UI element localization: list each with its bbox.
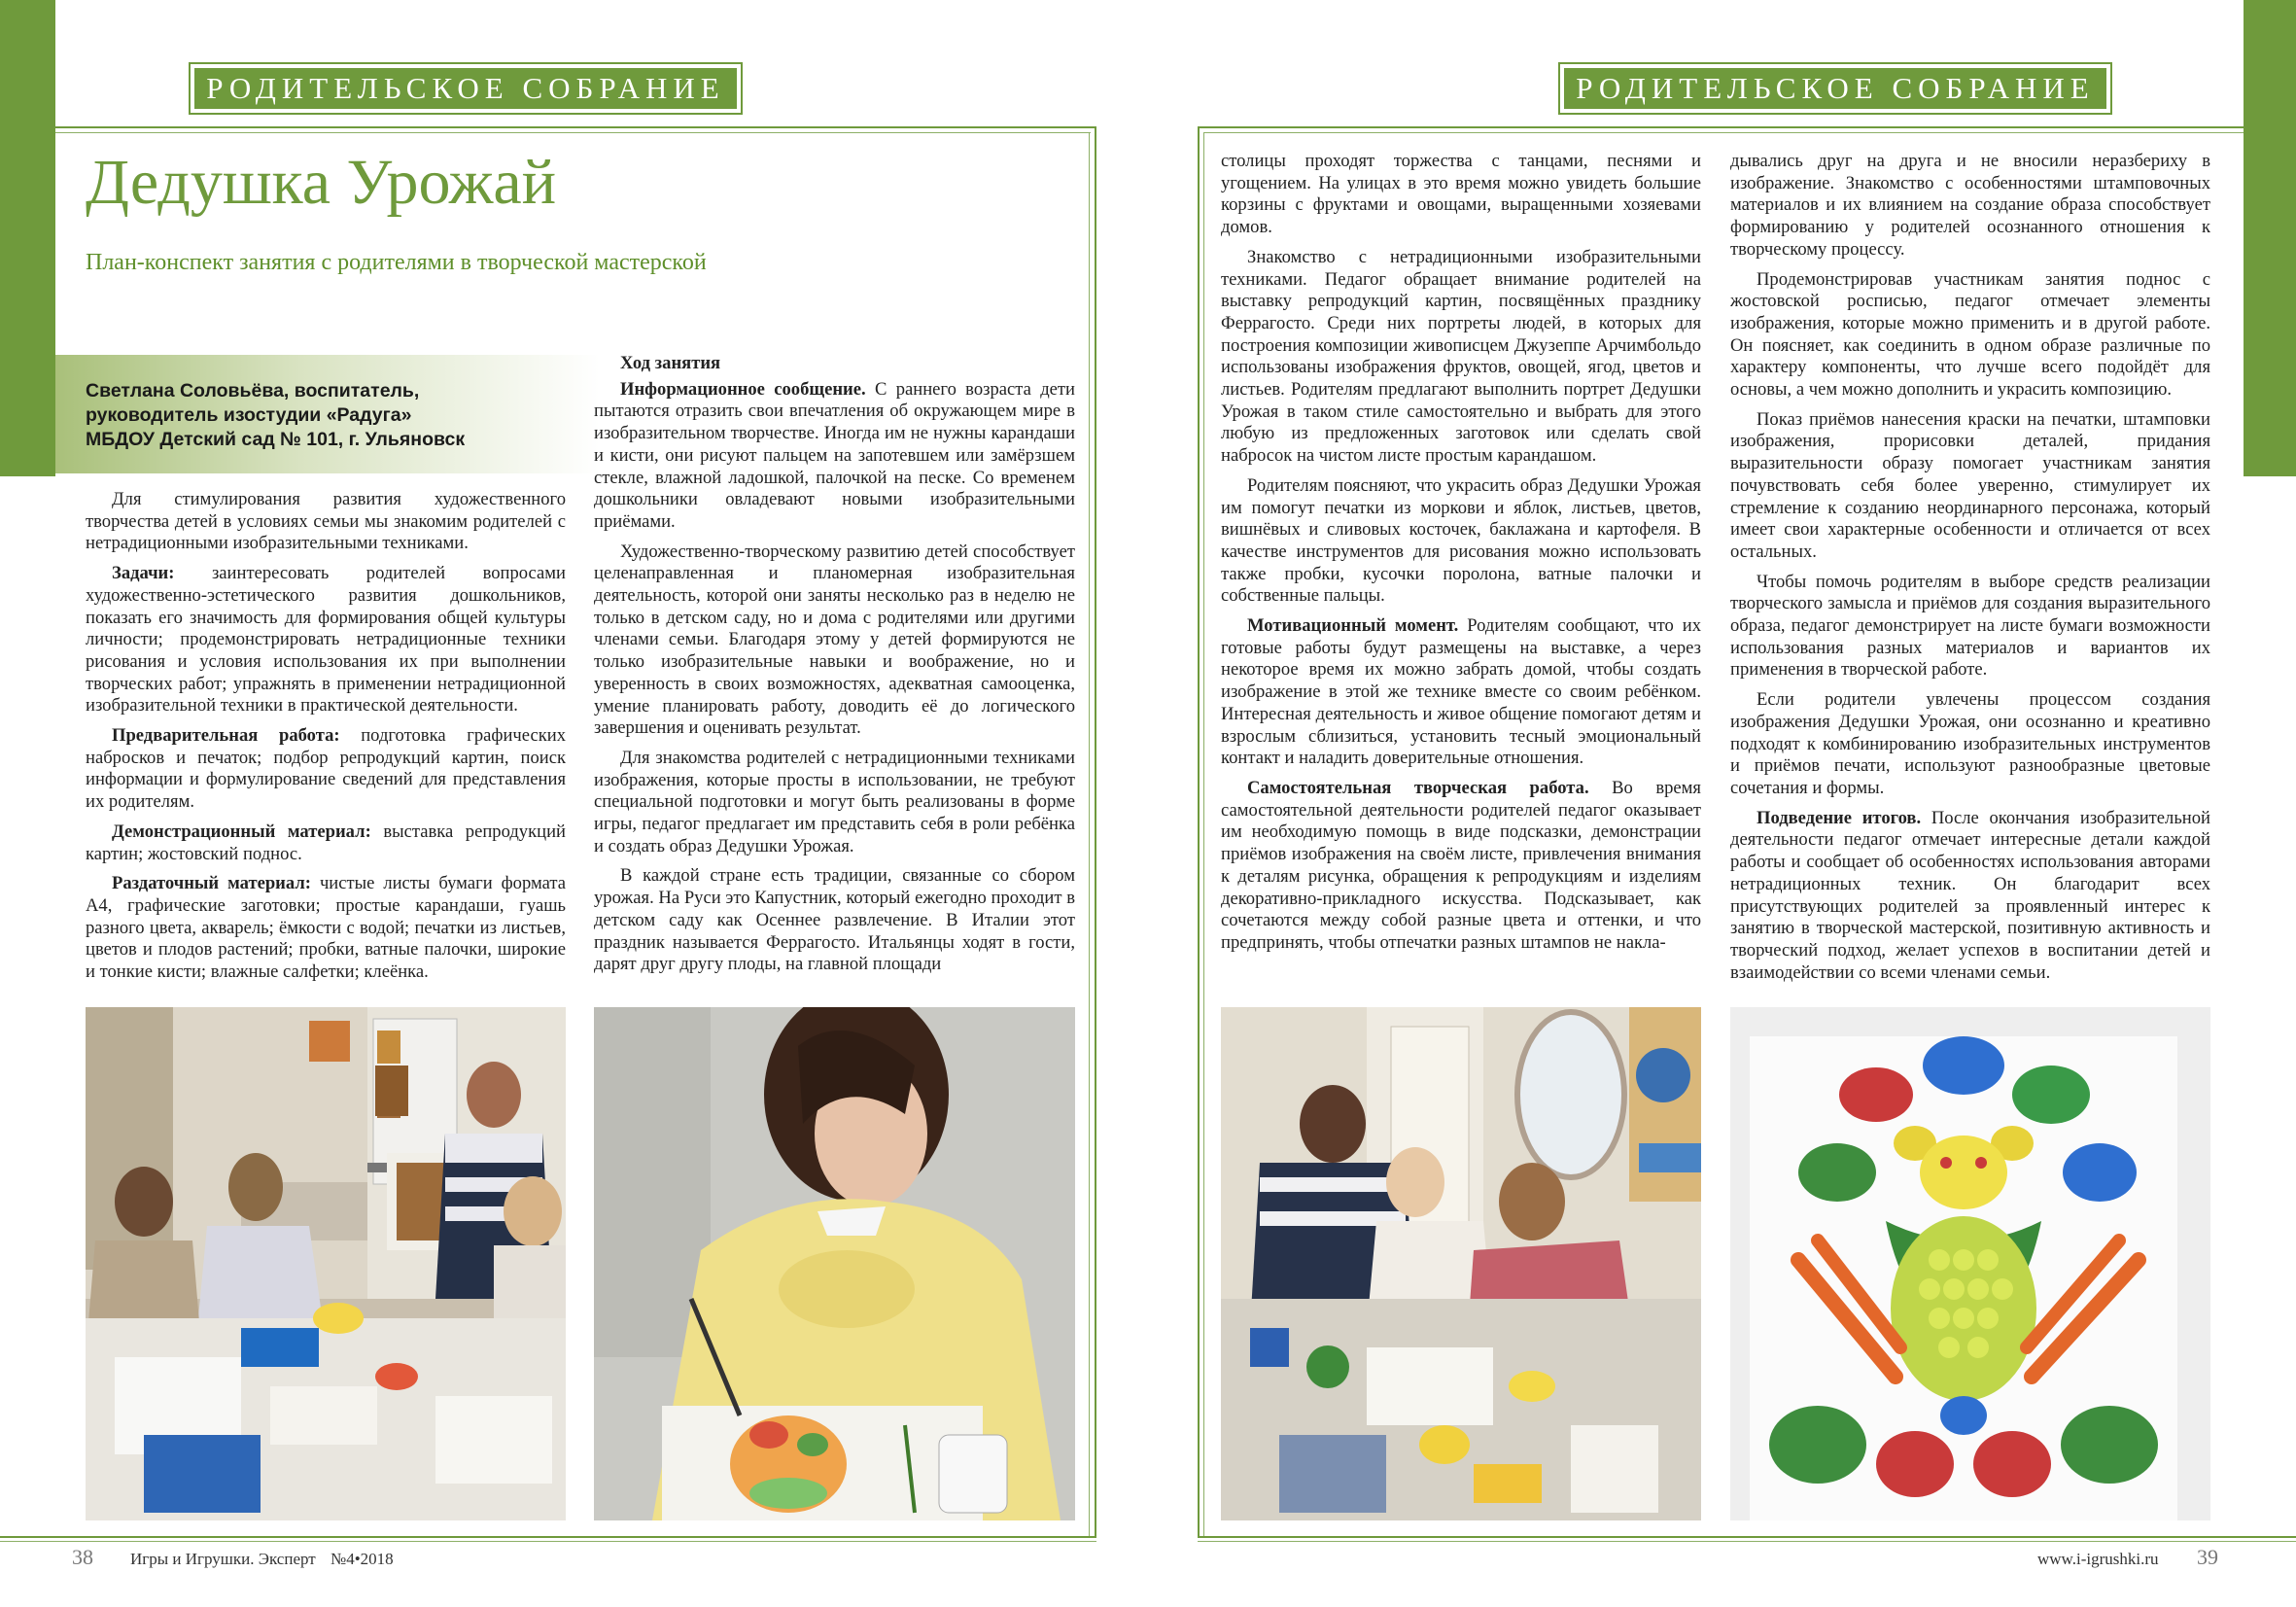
col3-p0: столицы проходят торжества с танцами, песнями и угощением. На улицах в это время можно увидеть большие корзины с фруктами и овощами, выращенными хозяевами домов. [1221, 151, 1701, 238]
photo-woman-drawing-art [594, 1007, 1075, 1520]
section-badge-right [1558, 62, 2112, 115]
col1-demo-label: Демонстрационный материал: [112, 821, 371, 842]
text-column-3 [1221, 151, 1701, 962]
frame-right-bottom-inner [1198, 1541, 2296, 1542]
col1-prework-label: Предварительная работа: [112, 725, 340, 747]
col3-motivation-label: Мотивационный момент. [1247, 615, 1459, 637]
frame-left-top [55, 126, 1096, 128]
frame-right-bottom [1198, 1536, 2296, 1538]
col1-tasks-label: Задачи: [112, 563, 175, 584]
col1-prework-text: подготовка графических набросков и печаток; подбор репродукций картин, поиск информации и формулирование сведений для представления их родителям. [86, 725, 566, 813]
text-column-1 [86, 489, 566, 992]
col2-info-text: С раннего возраста дети пытаются отразить свои впечатления об окружающем мире в изобразительном творчестве. Иногда им не нужны карандаши и кисти, они рисуют пальцем на запотевшем или замёрзшем стекле, влажной ладошкой, палочкой на песке. Со временем дошкольники овладевают новыми изобразительными приёмами. [594, 378, 1075, 532]
col4-summary-text: После окончания изобразительной деятельности педагог отмечает интересные детали каждой работы и сообщает об особенностях использования авторами нетрадиционных техник. Он благодарит всех присутствующих родителей за проявленный интерес к занятию в творческой мастерской, позитивную активность и творческий подход, желает успехов в воспитании детей и взаимодействии со всеми членами семьи. [1730, 807, 2210, 983]
frame-right-top-inner [1203, 132, 2244, 133]
article-title: Дедушка Урожай [86, 147, 557, 218]
col2-p3: Для знакомства родителей с нетрадиционными техниками изображения, которые просты в использовании, не требуют специальной подготовки и могут быть реализованы в форме игры, педагог предлагает им представить себя в роли ребёнка и создать образ Дедушки Урожая. [594, 747, 1075, 856]
col4-p0: дывались друг на друга и не вносили неразбериху в изображение. Знакомство с особенностями штамповочных материалов и их влиянием на создание образа способствует формированию у родителей осознанного отношения к творческому процессу. [1730, 151, 2210, 260]
text-column-4 [1730, 151, 2210, 992]
col3-selfwork [1221, 778, 1701, 955]
footer-magazine-name: Игры и Игрушки. Эксперт [130, 1550, 316, 1568]
page-number-left: 38 [72, 1545, 93, 1569]
author-line-3: МБДОУ Детский сад № 101, г. Ульяновск [86, 429, 466, 450]
photo-woman-drawing [594, 1007, 1075, 1520]
col3-p2: Родителям поясняют, что украсить образ Дедушки Урожая им помогут печатки из моркови и яблок, листьев, цветов, вишнёвых и сливовых косточек, баклажана и картофеля. В качестве инструментов для рисования можно использовать также пробки, кусочки поролона, ватные палочки и собственные пальцы. [1221, 474, 1701, 607]
col4-p1: Продемонстрировав участникам занятия поднос с жостовской росписью, педагог отмечает элементы изображения, которые можно применить и в другой работе. Он поясняет, как соединить в одном образе различные по характеру компоненты, что лучше всего подойдёт для основы, а чем можно дополнить и украсить композицию. [1730, 268, 2210, 401]
section-badge-left-text: РОДИТЕЛЬСКОЕ СОБРАНИЕ [194, 68, 737, 109]
col1-demo-text: выставка репродукций картин; жостовский поднос. [86, 821, 566, 864]
col3-selfwork-label: Самостоятельная творческая работа. [1247, 777, 1589, 798]
col3-motivation-text: Родителям сообщают, что их готовые работы будут размещены на выставке, а через некоторое время их можно забрать домой, чтобы создать изображение в этой же технике вместе со своим ребёнком. Интересная деятельность и живое общение помогают детям и взрослым сблизиться, установить тесный эмоциональный контакт и наладить доверительные отношения. [1221, 615, 1701, 769]
col2-p4: В каждой стране есть традиции, связанные со сбором урожая. На Руси это Капустник, который ежегодно проходит в детском саду как Осеннее развлечение. В Италии этот праздник называется Феррагосто. Итальянцы ходят в гости, дарят друг другу плоды, на главной площади [594, 865, 1075, 975]
frame-left-bottom [0, 1536, 1096, 1538]
col1-tasks-text: заинтересовать родителей вопросами художественно-эстетического развития дошкольников, показать его значимость для формирования общей культуры личности; продемонстрировать нетрадиционные техники рисования и условия использования их при выполнении творческих работ; упражнять в применении нетрадиционной изобразительной техники в практической деятельности. [86, 563, 566, 716]
section-badge-left [189, 62, 743, 115]
frame-left-right [1095, 126, 1096, 1536]
section-badge-right-text: РОДИТЕЛЬСКОЕ СОБРАНИЕ [1564, 68, 2106, 109]
footer-issue: №4•2018 [330, 1550, 394, 1568]
col2-info [594, 379, 1075, 534]
author-block [86, 379, 465, 452]
col1-tasks [86, 563, 566, 717]
frame-left-top-inner [55, 132, 1091, 133]
page-number-right: 39 [2197, 1545, 2218, 1569]
col4-p2: Показ приёмов нанесения краски на печатки, штамповки изображения, прорисовки деталей, придания выразительности образу помогает участникам занятия почувствовать себя более уверенно, стимулирует их стремление к созданию неординарного персонажа, который имеет свои характерные особенности и отличается от всех остальных. [1730, 408, 2210, 562]
col1-demo [86, 821, 566, 865]
photo-women-at-table [1221, 1007, 1701, 1520]
frame-left-bottom-inner [0, 1541, 1096, 1542]
photo-harvest-painting-art [1730, 1007, 2210, 1520]
col3-motivation [1221, 615, 1701, 770]
photo-harvest-painting [1730, 1007, 2210, 1520]
col4-summary [1730, 808, 2210, 985]
photo-classroom-teacher [86, 1007, 566, 1520]
col1-prework [86, 725, 566, 814]
left-edge-bar [0, 0, 55, 476]
col4-p4: Если родители увлечены процессом создания изображения Дедушки Урожая, они осознанно и креативно подходят к комбинированию изобразительных инструментов и приёмов печати, используют разнообразные цветовые сочетания и формы. [1730, 689, 2210, 798]
col1-handout-label: Раздаточный материал: [112, 873, 311, 894]
col1-handout [86, 873, 566, 984]
right-edge-bar [2244, 0, 2296, 476]
footer-website: www.i-igrushki.ru [2037, 1550, 2159, 1568]
frame-right-top [1198, 126, 2244, 128]
col1-handout-text: чистые листы бумаги формата А4, графические заготовки; простые карандаши, гуашь разного цвета, акварель; ёмкости с водой; печатки из листьев, цветов и плодов растений; пробки, ватные палочки, широкие и тонкие кисти; влажные салфетки; клеёнка. [86, 873, 566, 983]
col2-info-label: Информационное сообщение. [620, 378, 866, 400]
photo-women-at-table-art [1221, 1007, 1701, 1520]
author-line-2: руководитель изостудии «Радуга» [86, 404, 412, 426]
col3-p1: Знакомство с нетрадиционными изобразительными техниками. Педагог обращает внимание родителей на выставку репродукций картин, посвящённых празднику Феррагосто. Среди них портреты людей, в которых для построения композиции живописцем Джузеппе Арчимбольдо использованы изображения фруктов, овощей, ягод, цветов и листьев. Родителям предлагают выполнить портрет Дедушки Урожая в таком стиле самостоятельно и выбрать для этого любую из предложенных заготовок или сделать свой набросок на чистом листе простым карандашом. [1221, 246, 1701, 467]
col4-summary-label: Подведение итогов. [1757, 807, 1922, 828]
article-subtitle: План-конспект занятия с родителями в творческой мастерской [86, 250, 707, 275]
frame-right-left [1198, 126, 1200, 1536]
col3-selfwork-text: Во время самостоятельной деятельности родителей педагог оказывает им необходимую помощь в виде подсказки, демонстрации приёмов изображения на своём листе, привлечения внимания к деталям рисунка, обращения к репродукциям и изделиям декоративно-прикладного искусства. Подсказывает, как сочетаются между собой разные цвета и оттенки, и что предпринять, чтобы отпечатки разных штампов не накла- [1221, 777, 1701, 953]
frame-right-left-inner [1203, 132, 1204, 1536]
col1-intro: Для стимулирования развития художественного творчества детей в условиях семьи мы знакомим родителей с нетрадиционными изобразительными техниками. [86, 489, 566, 554]
col2-heading: Ход занятия [620, 353, 721, 373]
photo-classroom-teacher-art [86, 1007, 566, 1520]
col2-p2: Художественно-творческому развитию детей способствует целенаправленная и планомерная изобразительная деятельность, которой они заняты несколько раз в неделю не только в детском саду, но и дома с родителями или другими членами семьи. Благодаря этому у детей формируются не только изобразительные навыки и воображение, но и уверенность в своих возможностях, адекватная самооценка, умение планировать работу, доводить её до логического завершения и оценивать результат. [594, 541, 1075, 739]
frame-left-right-inner [1089, 132, 1090, 1536]
author-line-1: Светлана Соловьёва, воспитатель, [86, 380, 420, 402]
text-column-2 [594, 353, 1075, 984]
col4-p3: Чтобы помочь родителям в выборе средств реализации творческого замысла и приёмов для создания выразительного образа, педагог демонстрирует на листе бумаги возможности использования разных материалов и вариантов их применения в творческой работе. [1730, 571, 2210, 681]
